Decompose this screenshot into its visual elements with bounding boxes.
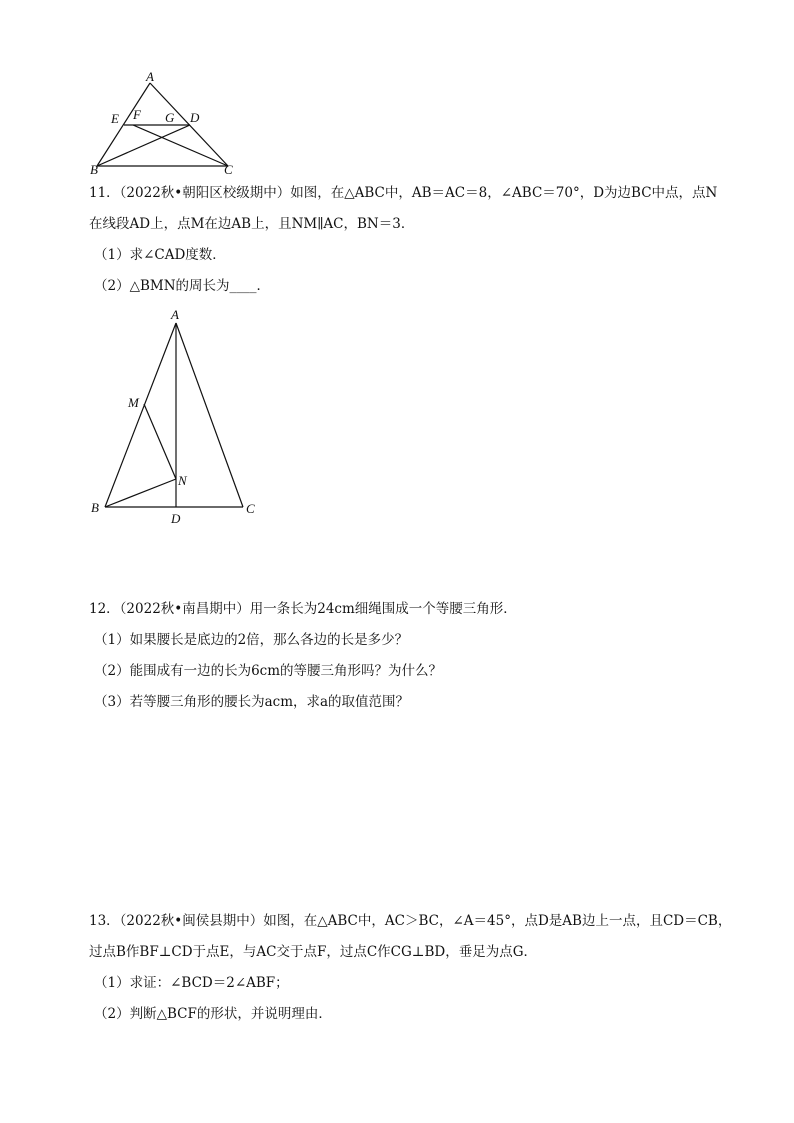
fig2-label-n: N (178, 473, 187, 488)
q11-part1: （1）求∠CAD度数． (94, 247, 226, 263)
fig1-label-g: G (165, 110, 175, 125)
fig1-label-a: A (146, 69, 154, 84)
fig2-label-d: D (171, 511, 181, 526)
fig2-line-mn (144, 404, 176, 479)
q13-part1: （1）求证：∠BCD＝2∠ABF； (94, 975, 289, 991)
q12-part3: （3）若等腰三角形的腰长为acm，求a的取值范围？ (94, 694, 410, 710)
q12-part1: （1）如果腰长是底边的2倍，那么各边的长是多少？ (94, 632, 409, 648)
q13-stem-line2: 过点B作BF⊥CD于点E，与AC交于点F，过点C作CG⊥BD，垂足为点G． (89, 944, 538, 960)
fig1-label-d: D (190, 110, 200, 125)
fig2-label-m: M (128, 395, 139, 410)
fig1-line-fc (133, 125, 228, 166)
fig2-label-c: C (246, 501, 255, 516)
fig2-line-bn (105, 479, 176, 507)
q13-part2: （2）判断△BCF的形状，并说明理由． (94, 1006, 332, 1022)
fig1-line-bd (97, 125, 190, 166)
q11-stem-line1: 11．（2022秋•朝阳区校级期中）如图，在△ABC中，AB＝AC＝8，∠ABC＝70°，D为边BC中点，点N (89, 185, 718, 201)
fig2-label-a: A (171, 307, 179, 322)
fig1-label-c: C (224, 162, 233, 177)
q11-part2: （2）△BMN的周长为____． (94, 278, 271, 294)
q12-stem: 12．（2022秋•南昌期中）用一条长为24cm细绳围成一个等腰三角形． (89, 601, 517, 617)
fig1-label-e: E (111, 111, 119, 126)
q11-stem-line2: 在线段AD上，点M在边AB上，且NM∥AC，BN＝3． (89, 216, 415, 232)
fig2-label-b: B (91, 500, 99, 515)
fig2-line-ab (105, 323, 176, 507)
fig1-label-f: F (133, 107, 141, 122)
q13-stem-line1: 13．（2022秋•闽侯县期中）如图，在△ABC中，AC＞BC，∠A＝45°，点D是AB边上一点，且CD＝CB， (89, 913, 732, 929)
q12-part2: （2）能围成有一边的长为6cm的等腰三角形吗？为什么？ (94, 663, 443, 679)
fig1-label-b: B (90, 162, 98, 177)
